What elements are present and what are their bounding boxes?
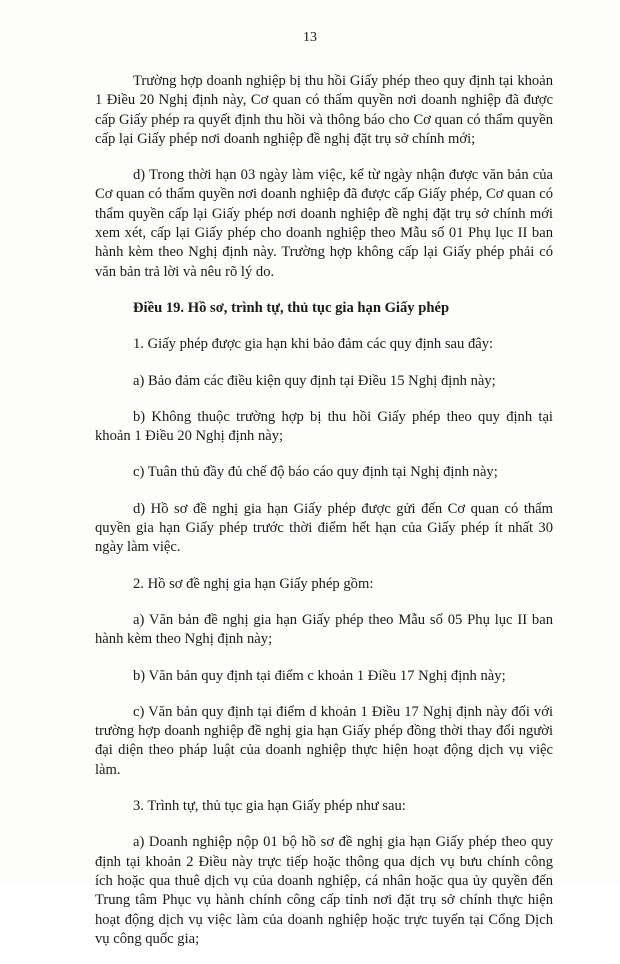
paragraph-item-2: 2. Hồ sơ đề nghị gia hạn Giấy phép gồm: [133, 575, 374, 592]
paragraph-item-2b: b) Văn bản quy định tại điểm c khoản 1 Điều 17 Nghị định này; [133, 667, 506, 684]
paragraph-item-3: 3. Trình tự, thủ tục gia hạn Giấy phép như sau: [133, 798, 406, 815]
paragraph-item-1d: d) Hồ sơ đề nghị gia hạn Giấy phép được gửi đến Cơ quan có thẩm quyền gia hạn Giấy phép trước thời điểm hết hạn của Giấy phép ít nhất 30 ngày làm việc. [95, 500, 553, 556]
paragraph-item-3a: a) Doanh nghiệp nộp 01 bộ hồ sơ đề nghị gia hạn Giấy phép theo quy định tại khoản 2 Điều này trực tiếp hoặc thông qua dịch vụ bưu chính công ích hoặc qua thuê dịch vụ của doanh nghiệp, cá nhân hoặc qua ủy quyền đến Trung tâm Phục vụ hành chính công cấp tỉnh nơi đặt trụ sở chính thực hiện hoạt động dịch vụ việc làm của doanh nghiệp hoặc trực tuyến tại Cổng Dịch vụ công quốc gia; [95, 834, 553, 947]
paragraph-item-1a: a) Bảo đảm các điều kiện quy định tại Điều 15 Nghị định này; [133, 372, 496, 389]
paragraph-item-1: 1. Giấy phép được gia hạn khi bảo đảm các quy định sau đây: [133, 336, 494, 353]
article-19-heading: Điều 19. Hồ sơ, trình tự, thủ tục gia hạn Giấy phép [133, 299, 450, 316]
paragraph-item-2a: a) Văn bản đề nghị gia hạn Giấy phép theo Mẫu số 05 Phụ lục II ban hành kèm theo Nghị định này; [95, 611, 553, 648]
document-body [95, 72, 553, 964]
paragraph-item-1c: c) Tuân thủ đầy đủ chế độ báo cáo quy định tại Nghị định này; [133, 464, 498, 481]
paragraph-revocation-case: Trường hợp doanh nghiệp bị thu hồi Giấy phép theo quy định tại khoản 1 Điều 20 Nghị định này, Cơ quan có thẩm quyền nơi doanh nghiệp đã được cấp Giấy phép ra quyết định thu hồi và thông báo cho Cơ quan có thẩm quyền cấp lại Giấy phép nơi doanh nghiệp đề nghị đặt trụ sở chính mới; [95, 73, 553, 147]
paragraph-item-2c: c) Văn bản quy định tại điểm d khoản 1 Điều 17 Nghị định này đối với trường hợp doanh nghiệp đề nghị gia hạn Giấy phép đồng thời thay đổi người đại diện theo pháp luật của doanh nghiệp thực hiện hoạt động dịch vụ việc làm. [95, 703, 553, 778]
page-number: 13 [303, 30, 317, 45]
paragraph-item-1b: b) Không thuộc trường hợp bị thu hồi Giấy phép theo quy định tại khoản 1 Điều 20 Nghị định này; [95, 408, 553, 445]
paragraph-clause-d-reissue: d) Trong thời hạn 03 ngày làm việc, kể từ ngày nhận được văn bản của Cơ quan có thẩm quyền nơi doanh nghiệp đã được cấp Giấy phép, Cơ quan có thẩm quyền cấp lại Giấy phép nơi doanh nghiệp đề nghị đặt trụ sở chính mới xem xét, cấp lại Giấy phép cho doanh nghiệp theo Mẫu số 01 Phụ lục II ban hành kèm theo Nghị định này. Trường hợp không cấp lại Giấy phép phải có văn bản trả lời và nêu rõ lý do. [95, 167, 553, 280]
